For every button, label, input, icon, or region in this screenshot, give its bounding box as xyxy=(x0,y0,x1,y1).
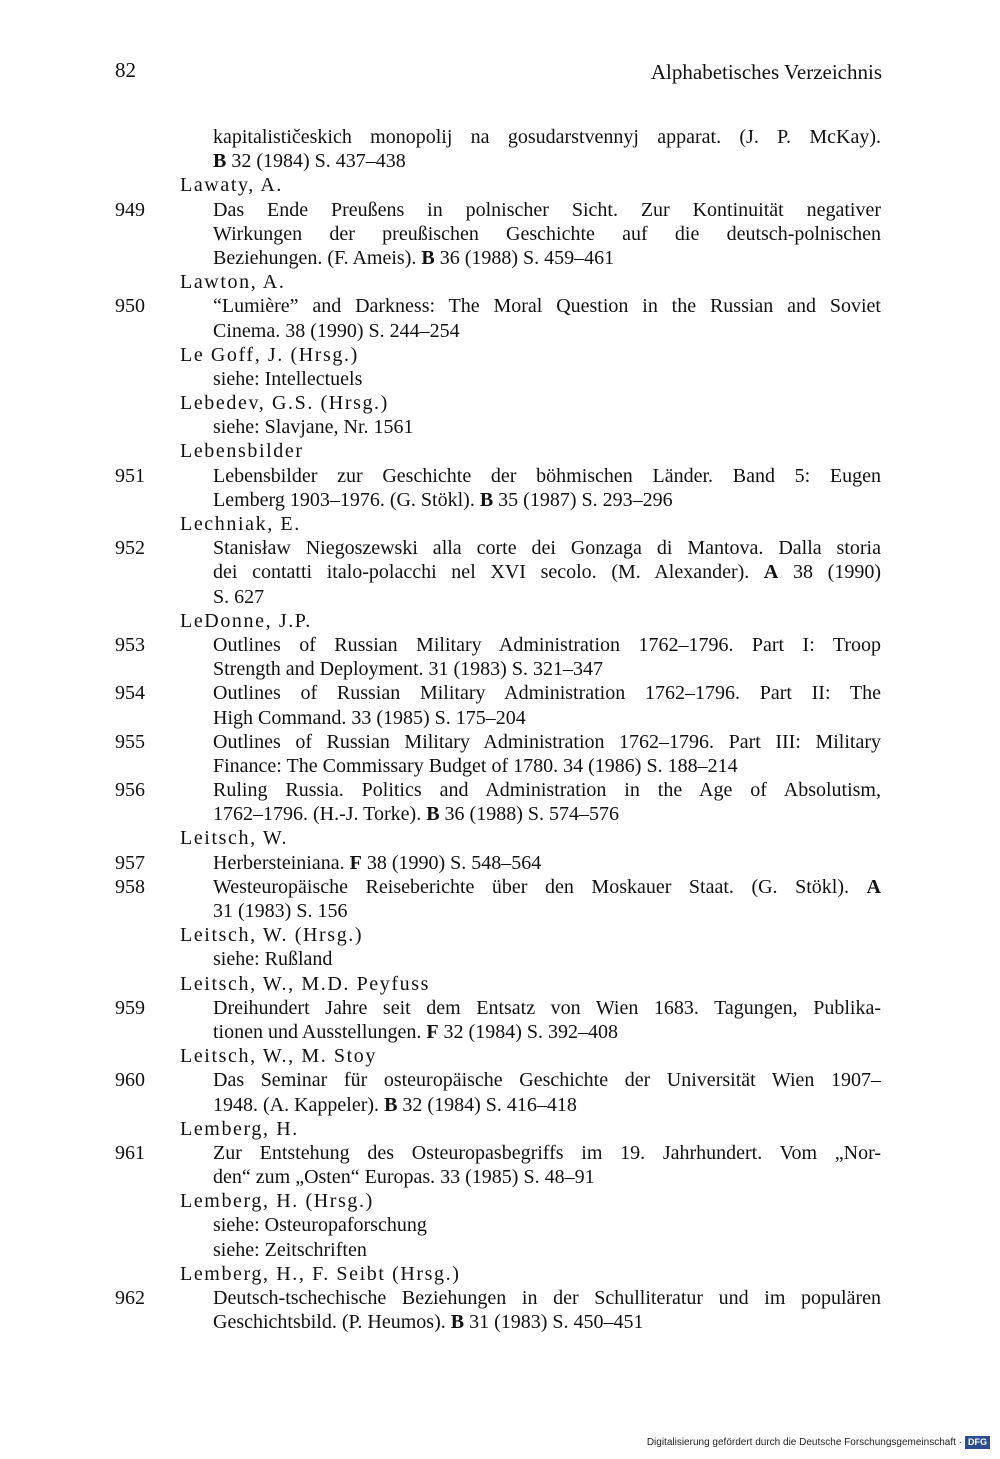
entry-line xyxy=(0,778,1000,802)
author-name xyxy=(180,391,389,415)
journal-siglum: B xyxy=(479,488,494,511)
text-segment: Herbersteiniana. xyxy=(213,851,350,874)
entry-text xyxy=(213,1213,881,1237)
entry-text xyxy=(213,1310,881,1334)
text-segment: siehe: Rußland xyxy=(213,948,333,971)
author-name xyxy=(180,1262,461,1286)
text-segment: Ruling Russia. Politics and Administration in the Age of Absolutism, xyxy=(213,779,881,802)
entry-text xyxy=(213,633,881,657)
entry-text xyxy=(213,1238,881,1262)
entry-line xyxy=(0,536,1000,560)
index-entries xyxy=(0,125,1000,1334)
text-segment: 1948. (A. Kappeler). xyxy=(213,1093,385,1116)
entry-text xyxy=(213,802,881,826)
text-segment: Leitsch, W., M.D. Peyfuss xyxy=(180,972,430,995)
author-heading-line xyxy=(0,923,1000,947)
entry-line xyxy=(0,1286,1000,1310)
entry-line xyxy=(0,633,1000,657)
text-segment: 32 (1984) S. 416–418 xyxy=(397,1093,577,1116)
entry-text xyxy=(213,1286,881,1310)
dfg-logo: DFG xyxy=(965,1436,990,1449)
journal-siglum: F xyxy=(349,851,362,874)
text-segment: siehe: Osteuropaforschung xyxy=(213,1214,427,1237)
entry-text xyxy=(213,754,881,778)
text-segment: Lechniak, E. xyxy=(180,513,301,535)
author-name xyxy=(180,923,363,947)
entry-line xyxy=(0,125,1000,149)
author-heading-line xyxy=(0,439,1000,463)
entry-text xyxy=(213,246,881,270)
text-segment: 31 (1983) S. 450–451 xyxy=(464,1311,644,1334)
author-heading-line xyxy=(0,1044,1000,1068)
entry-line xyxy=(0,851,1000,875)
entry-line xyxy=(0,415,1000,439)
text-segment: Wirkungen der preußischen Geschichte auf die deutsch-polnischen xyxy=(213,222,881,245)
entry-text xyxy=(213,657,881,681)
text-segment: Lemberg, H., F. Seibt (Hrsg.) xyxy=(180,1262,461,1285)
digitization-footer xyxy=(647,1436,990,1449)
entry-line xyxy=(0,875,1000,899)
author-heading-line xyxy=(0,391,1000,415)
text-segment: Outlines of Russian Military Administration 1762–1796. Part III: Military xyxy=(213,730,881,753)
author-heading-line xyxy=(0,826,1000,850)
journal-siglum: A xyxy=(866,875,881,898)
text-segment: Lebedev, G.S. (Hrsg.) xyxy=(180,392,389,415)
text-segment: Stanisław Niegoszewski alla corte dei Gonzaga di Mantova. Dalla storia xyxy=(213,537,881,560)
entry-text xyxy=(213,899,881,923)
text-segment: Finance: The Commissary Budget of 1780. 34 (1986) S. 188–214 xyxy=(213,754,738,777)
author-name xyxy=(180,173,283,197)
author-heading-line xyxy=(0,173,1000,197)
text-segment: Leitsch, W., M. Stoy xyxy=(180,1045,378,1068)
entry-line xyxy=(0,657,1000,681)
running-head: Alphabetisches Verzeichnis xyxy=(650,60,882,84)
entry-number: 959 xyxy=(115,996,145,1019)
entry-text xyxy=(213,198,881,222)
text-segment: 36 (1988) S. 459–461 xyxy=(434,246,615,269)
text-segment: 36 (1988) S. 574–576 xyxy=(439,803,619,826)
text-segment: 38 (1990) S. 548–564 xyxy=(361,851,542,874)
entry-text xyxy=(213,1093,881,1117)
text-segment: Lawton, A. xyxy=(180,271,286,294)
text-segment: kapitalističeskich monopolij na gosudarstvennyj apparat. (J. P. McKay). xyxy=(213,126,881,148)
entry-text xyxy=(213,947,881,971)
text-segment: siehe: Intellectuels xyxy=(213,367,363,390)
author-heading-line xyxy=(0,343,1000,367)
author-name xyxy=(180,270,285,294)
entry-number: 958 xyxy=(115,875,145,898)
text-segment: Lebensbilder xyxy=(180,440,304,463)
text-segment: Lemberg 1903–1976. (G. Stökl). xyxy=(213,488,480,511)
text-segment: 38 (1990) xyxy=(778,561,881,584)
text-segment: Lebensbilder zur Geschichte der böhmischen Länder. Band 5: Eugen xyxy=(213,464,881,487)
footer-text: Digitalisierung gefördert durch die Deutsche Forschungsgemeinschaft · xyxy=(646,1437,962,1448)
text-segment: tionen und Ausstellungen. xyxy=(213,1020,427,1043)
text-segment: Leitsch, W. xyxy=(180,827,289,850)
journal-siglum: B xyxy=(213,150,227,173)
author-heading-line xyxy=(0,609,1000,633)
entry-number: 950 xyxy=(115,295,145,318)
entry-number: 956 xyxy=(115,779,145,802)
entry-text xyxy=(213,149,881,173)
author-name xyxy=(180,1189,374,1213)
entry-line xyxy=(0,198,1000,222)
author-name xyxy=(180,972,430,996)
page-number: 82 xyxy=(115,58,136,82)
text-segment: Das Ende Preußens in polnischer Sicht. Zur Kontinuität negativer xyxy=(213,198,881,221)
entry-text xyxy=(213,851,881,875)
entry-line xyxy=(0,149,1000,173)
entry-number: 953 xyxy=(115,633,145,656)
text-segment: Beziehungen. (F. Ameis). xyxy=(213,246,422,269)
text-segment: “Lumière” and Darkness: The Moral Question in the Russian and Soviet xyxy=(213,295,881,318)
entry-line xyxy=(0,464,1000,488)
text-segment: Das Seminar für osteuropäische Geschichte der Universität Wien 1907– xyxy=(213,1069,881,1092)
text-segment: Westeuropäische Reiseberichte über den Moskauer Staat. (G. Stökl). xyxy=(213,875,867,898)
text-segment: dei contatti italo-polacchi nel XVI secolo. (M. Alexander). xyxy=(213,561,764,584)
text-segment: Deutsch-tschechische Beziehungen in der Schulliteratur und im populären xyxy=(213,1287,881,1309)
entry-number: 955 xyxy=(115,730,145,753)
text-segment: Zur Entstehung des Osteuropasbegriffs im 19. Jahrhundert. Vom „Nor- xyxy=(213,1141,881,1164)
author-heading-line xyxy=(0,512,1000,536)
author-name xyxy=(180,343,359,367)
entry-number: 952 xyxy=(115,537,145,560)
text-segment: 35 (1987) S. 293–296 xyxy=(493,488,673,511)
entry-number: 954 xyxy=(115,682,145,705)
text-segment: siehe: Zeitschriften xyxy=(213,1238,367,1261)
author-name xyxy=(180,439,304,463)
entry-number: 961 xyxy=(115,1141,145,1164)
text-segment: siehe: Slavjane, Nr. 1561 xyxy=(213,416,414,439)
text-segment: 31 (1983) S. 156 xyxy=(213,900,348,922)
entry-text xyxy=(213,294,881,318)
text-segment: LeDonne, J.P. xyxy=(180,609,312,632)
entry-line xyxy=(0,319,1000,343)
entry-line xyxy=(0,1141,1000,1165)
entry-text xyxy=(213,1068,881,1092)
entry-line xyxy=(0,246,1000,270)
entry-text xyxy=(213,681,881,705)
author-name xyxy=(180,826,288,850)
entry-line xyxy=(0,802,1000,826)
text-segment: Outlines of Russian Military Administration 1762–1796. Part I: Troop xyxy=(213,633,881,656)
journal-siglum: B xyxy=(450,1311,465,1334)
journal-siglum: F xyxy=(426,1020,439,1043)
author-name xyxy=(180,512,301,536)
entry-text xyxy=(213,1141,881,1165)
entry-line xyxy=(0,681,1000,705)
entry-text xyxy=(213,125,881,149)
text-segment: Leitsch, W. (Hrsg.) xyxy=(180,924,364,947)
entry-text xyxy=(213,536,881,560)
journal-siglum: B xyxy=(384,1093,398,1116)
text-segment: Strength and Deployment. 31 (1983) S. 321–347 xyxy=(213,658,603,681)
entry-line xyxy=(0,1213,1000,1237)
entry-line xyxy=(0,947,1000,971)
text-segment: 32 (1984) S. 392–408 xyxy=(438,1020,618,1043)
entry-text xyxy=(213,367,881,391)
entry-text xyxy=(213,1165,881,1189)
entry-text xyxy=(213,222,881,246)
author-heading-line xyxy=(0,972,1000,996)
entry-text xyxy=(213,415,881,439)
entry-text xyxy=(213,319,881,343)
text-segment: Le Goff, J. (Hrsg.) xyxy=(180,343,359,366)
author-heading-line xyxy=(0,1262,1000,1286)
entry-number: 962 xyxy=(115,1287,145,1309)
text-segment: 32 (1984) S. 437–438 xyxy=(226,150,406,173)
entry-text xyxy=(213,560,881,584)
entry-line xyxy=(0,899,1000,923)
entry-text xyxy=(213,464,881,488)
entry-line xyxy=(0,488,1000,512)
text-segment: Outlines of Russian Military Administration 1762–1796. Part II: The xyxy=(213,682,881,705)
entry-text xyxy=(213,875,881,899)
journal-siglum: B xyxy=(426,803,440,826)
author-heading-line xyxy=(0,1189,1000,1213)
entry-line xyxy=(0,1165,1000,1189)
journal-siglum: B xyxy=(421,246,435,269)
entry-text xyxy=(213,996,881,1020)
entry-text xyxy=(213,488,881,512)
entry-line xyxy=(0,294,1000,318)
entry-line xyxy=(0,367,1000,391)
entry-number: 960 xyxy=(115,1069,145,1092)
text-segment: Cinema. 38 (1990) S. 244–254 xyxy=(213,319,460,342)
entry-text xyxy=(213,585,881,609)
entry-line xyxy=(0,754,1000,778)
entry-line xyxy=(0,1093,1000,1117)
text-segment: den“ zum „Osten“ Europas. 33 (1985) S. 48–91 xyxy=(213,1166,595,1189)
author-heading-line xyxy=(0,270,1000,294)
author-name xyxy=(180,1117,299,1141)
entry-number: 949 xyxy=(115,198,145,221)
entry-text xyxy=(213,778,881,802)
entry-line xyxy=(0,1238,1000,1262)
text-segment: Lemberg, H. (Hrsg.) xyxy=(180,1190,374,1213)
author-name xyxy=(180,1044,377,1068)
text-segment: High Command. 33 (1985) S. 175–204 xyxy=(213,706,526,729)
text-segment: S. 627 xyxy=(213,585,265,608)
entry-line xyxy=(0,560,1000,584)
entry-line xyxy=(0,1068,1000,1092)
text-segment: Lawaty, A. xyxy=(180,174,284,197)
entry-number: 957 xyxy=(115,851,145,874)
entry-line xyxy=(0,996,1000,1020)
entry-number: 951 xyxy=(115,464,145,487)
text-segment: Geschichtsbild. (P. Heumos). xyxy=(213,1311,451,1334)
text-segment: Dreihundert Jahre seit dem Entsatz von Wien 1683. Tagungen, Publika- xyxy=(213,996,881,1019)
entry-line xyxy=(0,1020,1000,1044)
entry-text xyxy=(213,706,881,730)
entry-line xyxy=(0,706,1000,730)
entry-line xyxy=(0,222,1000,246)
text-segment: 1762–1796. (H.-J. Torke). xyxy=(213,803,427,826)
text-segment: Lemberg, H. xyxy=(180,1117,299,1140)
entry-text xyxy=(213,730,881,754)
entry-line xyxy=(0,1310,1000,1334)
entry-line xyxy=(0,730,1000,754)
entry-text xyxy=(213,1020,881,1044)
author-heading-line xyxy=(0,1117,1000,1141)
journal-siglum: A xyxy=(763,561,779,584)
author-name xyxy=(180,609,312,633)
entry-line xyxy=(0,585,1000,609)
